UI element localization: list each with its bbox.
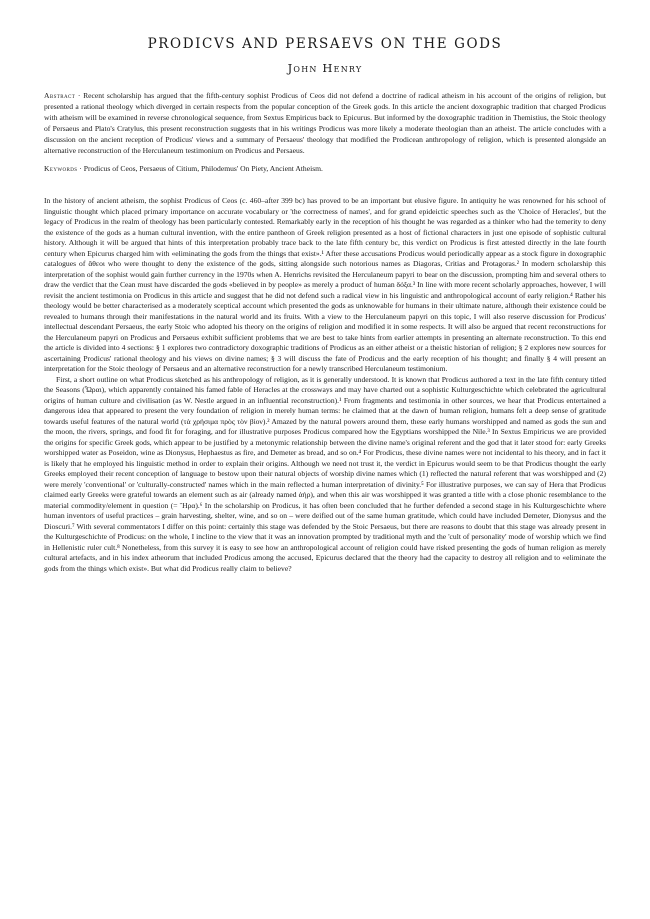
author-name: John Henry	[287, 61, 363, 75]
keywords-label: Keywords	[44, 164, 78, 174]
section-gap	[44, 183, 606, 196]
keywords-text: Prodicus of Ceos, Persaeus of Citium, Philodemus' On Piety, Ancient Atheism.	[83, 164, 323, 174]
keywords-separator: ·	[77, 164, 84, 174]
keywords	[44, 164, 606, 175]
abstract-separator: ·	[75, 91, 84, 100]
abstract-text: Recent scholarship has argued that the fifth-century sophist Prodicus of Ceos did not defend a doctrine of radical atheism in his account of the origins of religion, but presented a rational theology which diverged in certain respects from the popular conception of the Greek gods. In this article the ancient doxographic tradition that charged Prodicus with atheism will be examined in reverse chronological sequence, from Sextus Empiricus back to Epicurus. But informed by the doxographic tradition in Themistius, the Stoic theology of Persaeus and Plato's Cratylus, this present reconstruction suggests that in his writings Prodicus was more likely a moderate theologian than an atheist. The article concludes with a discussion on the ancient reception of Prodicus' views and a summary of Persaeus' theology that modified the Prodicean anthropology of religion, which is presented alongside an alternative reconstruction of the Herculaneum testimonium on Prodicus and Persaeus.	[44, 91, 606, 155]
body-paragraph-1: In the history of ancient atheism, the sophist Prodicus of Ceos (c. 460–after 399 bc) has proved to be an important but elusive figure. In antiquity he was renowned for his school of linguistic thought which placed primary importance on accurate vocabulary or 'the correctness of names', and for grand epideictic speeches such as the 'Choice of Heracles', but the legacy of Prodicus in the realm of theology has been particularly contested. Remarkably early in the reception of his thought he was regarded as a thinker who had the temerity to deny the existence of the gods as a human cultural invention, with the entire pantheon of Greek religion presented as a host of fictional characters in just one episode of sophistic cultural history. Although it will be argued that hints of this interpretation probably trace back to the late fifth century bc, this verdict on Prodicus is first attested directly in the late fourth century when Epicurus charged him with «eliminating the gods from the things that exist».¹ After these accusations Prodicus would periodically appear as a stock figure in doxographic catalogues of ἄθεοι who were thought to deny the existence of the gods, sitting alongside such notorious names as Diagoras, Critias and Protagoras.² In modern scholarship this interpretation of the sophist would gain further currency in the 1970s when A. Henrichs revisited the Herculaneum papyri to bear on the discussion, prompting him and several others to draw the verdict that the Cean must have discarded the gods «believed in by people» as merely a product of human δόξα.³ In line with more recent scholarly approaches, however, I will revisit the ancient testimonia on Prodicus in this article and suggest that he did not defend such a radical view in his linguistic and anthropological account of early religion.⁴ Rather his theology would be better characterised as a moderately sceptical account which presented the gods as unknowable for humans in their ultimate nature, although their existence could be revealed to humans through their manifestations in the natural world and its fruits. With a view to the Herculaneum papyri on this topic, I will also reserve discussion for Prodicus' intellectual descendant Persaeus, the early Stoic who adopted his theory on the origins of religion and modified it in some respects. It will also be argued that recent reconstructions for the Herculaneum papyri on Prodicus and Persaeus exhibit sufficient problems that we are best to take hints from earlier attempts in presenting an alternate reconstruction. To this end the article is divided into 4 sections: § 1 explores two contradictory doxographic traditions of Prodicus as an either atheist or a theistic historian of religion; § 2 explores new sources for ascertaining Prodicus' rational theology and his views on divine names; § 3 will discuss the fate of Prodicus and the early reception of his thought; and finally § 4 will present an interpretation for the Stoic theology of Persaeus and an alternative reconstruction for a newly transcribed Herculaneum testimonium.	[44, 196, 606, 374]
abstract	[44, 91, 606, 156]
body-paragraph-2: First, a short outline on what Prodicus sketched as his anthropology of religion, as it is generally understood. It is known that Prodicus authored a text in the late fifth century titled the Seasons (Ὧραι), which apparently contained his famed fable of Heracles at the crossways and may have charted out a sophistic Kulturgeschichte which celebrated the agricultural origins of human culture and civilisation (as W. Nestle argued in an influential reconstruction).¹ From fragments and testimonia in other sources, we hear that Prodicus entertained a dangerous idea that appeared to present the very foundation of religion in merely human terms: he claimed that at the dawn of human religion, humans felt a deep sense of gratitude towards useful features of the natural world (τὰ χρήσιμα πρὸς τὸν βίον).² Amazed by the natural powers around them, these early humans worshipped and named as gods the sun and the moon, the rivers, springs, and food fit for foraging, and for illustrative purposes Prodicus compared how the Egyptians worshipped the Nile.³ In Sextus Empiricus we are provided the origins for specific Greek gods, which appear to be justified by a metonymic relationship between the divine name's original referent and the god that it later stood for: early Greeks worshipped water as Poseidon, wine as Dionysus, Hephaestus as fire, and Demeter as bread, and so on.⁴ For Prodicus, these divine names were not incidental to his theory, and in fact it is likely that he employed his linguistic method in order to explain their origins. Although we need not trust it, the verdict in Epicurus would seem to be that Prodicus thought the early Greeks employed their recent conception of language to bestow upon their natural objects of worship divine names which (1) reflected the natural referent that was worshipped and (2) were merely 'conventional' or 'culturally-constructed' names which in the main reflected a human interpretation of divinity.⁵ For illustrative purposes, we can say of Hera that Prodicus claimed early Greeks were grateful towards an element such as air (already named ἀήρ), and when this air was worshipped it was granted a title with a close phonic resemblance to the material commodity/element in question (= Ἥρα).⁶ In the scholarship on Prodicus, it has often been concluded that he further defended a second stage in his Kulturgeschichte where human inventors of useful practices – grain harvesting, shelter, wine, and so on – were deified out of the same human gratitude, which could have included Demeter, Dionysus and the Dioscuri.⁷ With several commentators I differ on this point: certainly this stage was defended by the Stoic Persaeus, but there are reasons to doubt that this stage was already present in the Kulturgeschichte of Prodicus: on the whole, I incline to the view that it was an innovation prompted by traditional myth and the 'cult of personality' mode of worship which we find in Hellenistic ruler cult.⁸ Nonetheless, from this survey it is easy to see how an anthropological account of religion could have risked presenting the gods of human religion as merely cultural artefacts, and in his index atheorum that included Prodicus among the accused, Epicurus declared that the theory had the capacity to destroy all religion and to «eliminate the gods from the things which exist». But what did Prodicus really claim to believe?	[44, 374, 606, 573]
paper-title: PRODICVS AND PERSAEVS ON THE GODS	[147, 36, 503, 52]
abstract-label: Abstract	[44, 91, 76, 100]
